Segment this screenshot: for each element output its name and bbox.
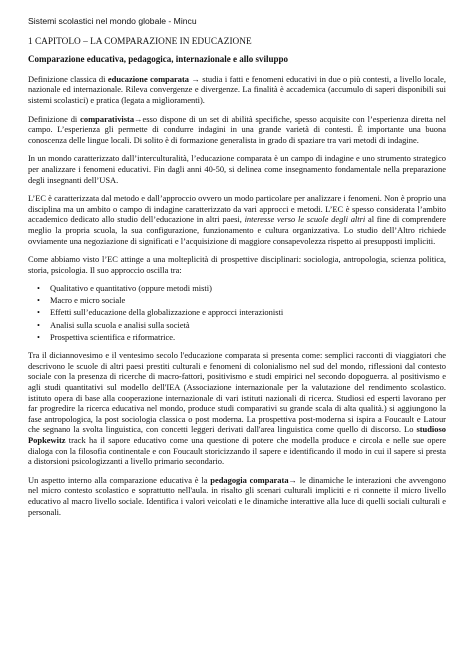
list-item: • Macro e micro sociale [50,295,446,306]
paragraph-interculturalita: In un mondo caratterizzato dall’interculturalità, l’educazione comparata è un campo di indagine e uno strumento strategico per analizzare i fenomeni educativi. Fin dagli anni 40-50, si delinea come insegnamento fondamentale nella preparazione degli insegnanti dell’USA. [28,153,446,185]
p7-text-a: Un aspetto interno alla comparazione educativa è la [28,474,211,485]
p1-term: educazione comparata → [107,73,200,84]
p6-text-c: track ha il sapore educativo come una questione di potere che modella produce e circola e nelle sue opere dialoga con la filosofia continentale e con Foucault storicizzando il sapere e identificando il modo in cui il sapere si presta a distorsioni psicologizzanti a livello primario secondario. [28,435,446,467]
approach-list [28,283,446,342]
p7-text-c: → le dinamiche le interazioni che avvengono nel micro contesto scolastico e soprattutto nell'aula. in risalto gli scenari culturali impliciti e ri connette il micro livello educativo al macro livello sociale. Identifica i valori veicolati e le dinamiche interattive alla luce di quelli sociali culturali e personali. [28,474,446,517]
paragraph-comparativista [28,114,446,146]
p6-text-a: Tra il diciannovesimo e il ventesimo secolo l'educazione comparata si presenta come: semplici racconti di viaggiatori che descrivono le scuole di altri paesi prestiti culturali e fenomeni di colonialismo nel sud del mondo, riflessioni dal contesto sociale con la presenza di ricerche di macro-fattori, positivismo e studi empirici nel secondo dopoguerra. al positivismo e agli studi quantitativi sul modello dell'IEA (Associazione internazionale per la valutazione del rendimento scolastico. istituto opera di base alla cooperazione internazionale di vari istituti nazionali di ricerca. Studiosi ed esperti lavorano per far progredire la ricerca educativa nel mondo, produce studi comparativi su grande scala di alta qualità.) si aggiungono la fase antropologica, la post sociologia classica o post moderna. La prospettiva post-moderna si ispira a Foucault e Latour che segnano la svolta linguistica, con concetti leggeri derivati dall'area linguistica come quello di discorso. Lo [28,350,446,435]
p2-text-a: Definizione di [28,113,81,124]
list-item: • Analisi sulla scuola e analisi sulla società [50,320,446,331]
p7-term: pedagogia comparata [210,474,289,485]
list-item: • Effetti sull’educazione della globalizzazione e approcci interazionisti [50,307,446,318]
chapter-title: 1 CAPITOLO – LA COMPARAZIONE IN EDUCAZIONE [28,36,252,47]
p2-term: comparativista [80,113,135,124]
p4-italic: interesse verso le scuole degli altri [244,214,366,225]
paragraph-pedagogia-comparata [28,475,446,517]
p4-text-c: al fine di comprendere meglio la propria scuola, la sua configurazione, funzionamento e cultura organizzativa. Lo studio dell’Altro richiede ovviamente una negoziazione di significati e l’acquisizione di maggiore consapevolezza rispetto ai presupposti impliciti. [28,214,446,246]
p2-text-c: →esso dispone di un set di abilità specifiche, spesso acquisite con l’esperienza diretta nel campo. L’esperienza gli permette di condurre indagini in una grande varietà di contesti. È importante una buona conoscenza delle lingue locali. Di solito è di formazione generalista in grado di spaziare tra vari metodi di indagine. [28,113,446,145]
p4-text-a: L’EC è caratterizzata dal metodo e dall’approccio ovvero un modo particolare per analizzare i fenomeni. Non è proprio una disciplina ma un ambito o campo di indagine caratterizzato da vari approcci e metodi. L’EC è spesso considerata l’ambito accademico dedicato allo studio dell’educazione in altri paesi, [28,193,446,225]
list-item: • Prospettiva scientifica e riformatrice. [50,332,446,343]
list-item: • Qualitativo e quantitativo (oppure metodi misti) [50,283,446,294]
p1-text-c: studia i fatti e fenomeni educativi in due o più contesti, a livello locale, nazionale ed internazionale. Rileva convergenze e divergenze. La finalità è accademica (accumulo di saperi disponibili sui sistemi scolastici) e pratica (legata a miglioramenti). [28,73,446,105]
p1-text-a: Definizione classica di [28,73,108,84]
document-header: Sistemi scolastici nel mondo globale - Mincu [28,16,197,26]
paragraph-storia [28,350,446,467]
p6-term: studioso Popkewitz [28,424,446,445]
paragraph-ec-metodo [28,193,446,246]
section-subtitle: Comparazione educativa, pedagogica, internazionale e allo sviluppo [28,54,288,65]
paragraph-educazione-comparata [28,74,446,106]
paragraph-prospettive: Come abbiamo visto l’EC attinge a una molteplicità di prospettive disciplinari: sociologia, antropologia, scienza politica, storia, psicologia. Il suo approccio oscilla tra: [28,254,446,275]
